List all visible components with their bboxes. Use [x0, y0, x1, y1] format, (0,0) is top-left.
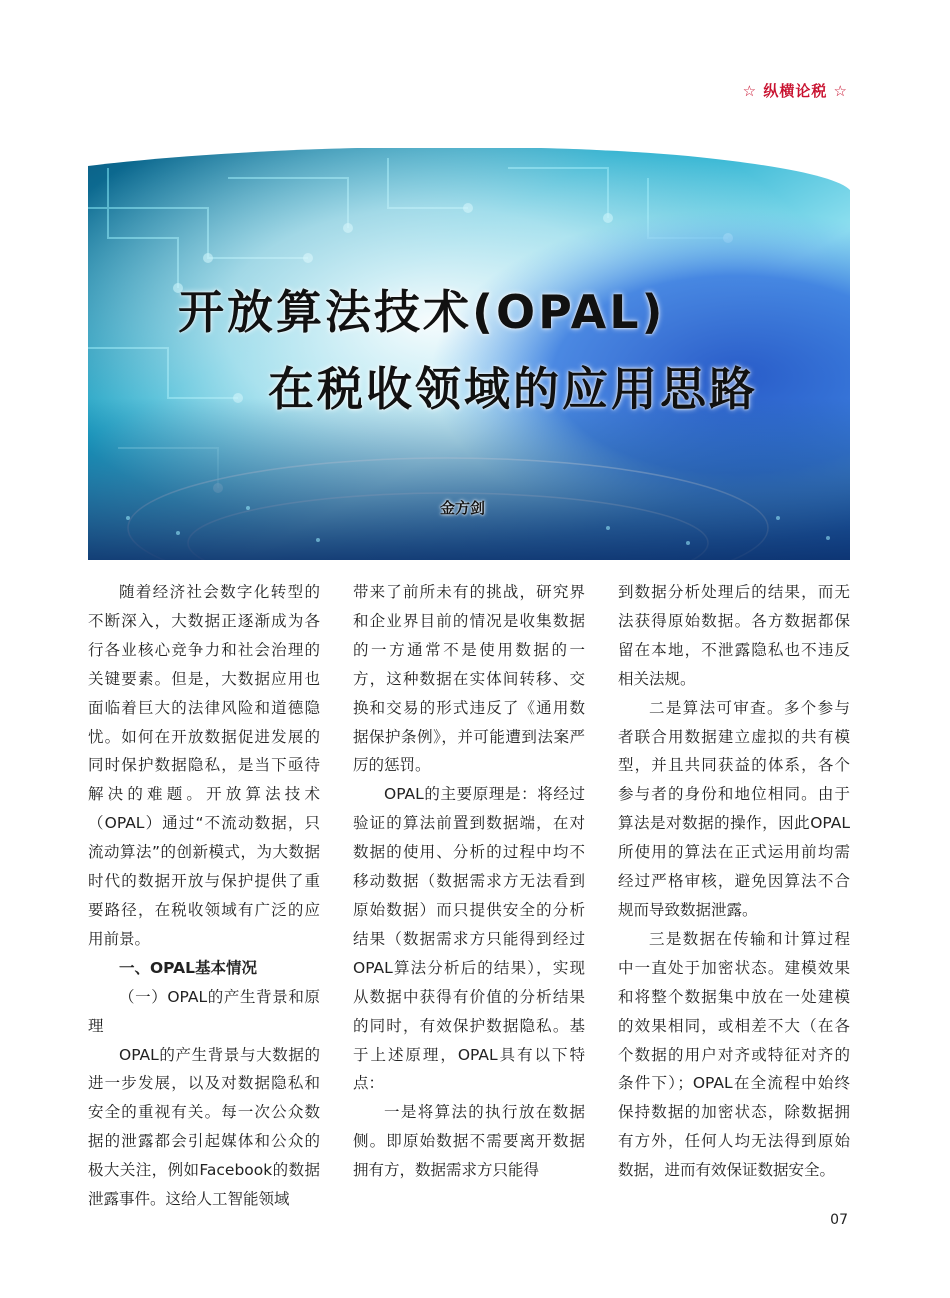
subsection-heading: （一）OPAL的产生背景和原理 — [88, 987, 320, 1035]
paragraph: 带来了前所未有的挑战，研究界和企业界目前的情况是收集数据的一方通常不是使用数据的一方，这种数据在实体间转移、交换和交易的形式违反了《通用数据保护条例》，并可能遭到法案严厉的惩罚。 — [353, 583, 585, 775]
text-column-2 — [353, 578, 585, 1185]
paragraph: OPAL的主要原理是：将经过验证的算法前置到数据端，在对数据的使用、分析的过程中均不移动数据（数据需求方无法看到原始数据）而只提供安全的分析结果（数据需求方只能得到经过OPAL算法分析后的结果），实现从数据中获得有价值的分析结果的同时，有效保护数据隐私。基于上述原理，OPAL具有以下特点： — [353, 785, 585, 1093]
title-banner — [88, 148, 850, 560]
author-name: 金方剑 — [440, 499, 486, 517]
article-title-line-2: 在税收领域的应用思路 — [268, 362, 758, 416]
paragraph: 到数据分析处理后的结果，而无法获得原始数据。各方数据都保留在本地，不泄露隐私也不违反相关法规。 — [618, 583, 850, 688]
paragraph: 一是将算法的执行放在数据侧。即原始数据不需要离开数据拥有方，数据需求方只能得 — [353, 1103, 585, 1180]
paragraph: 三是数据在传输和计算过程中一直处于加密状态。建模效果和将整个数据集中放在一处建模的效果相同，或相差不大（在各个数据的用户对齐或特征对齐的条件下）；OPAL在全流程中始终保持数据的加密状态，除数据拥有方外，任何人均无法得到原始数据，进而有效保证数据安全。 — [618, 929, 850, 1180]
section-label: ☆ 纵横论税 ☆ — [742, 82, 848, 100]
paragraph: 二是算法可审查。多个参与者联合用数据建立虚拟的共有模型，并且共同获益的体系，各个参与者的身份和地位相同。由于算法是对数据的操作，因此OPAL所使用的算法在正式运用前均需经过严格审核，避免因算法不合规而导致数据泄露。 — [618, 698, 850, 919]
text-column-3 — [618, 578, 850, 1185]
article-title-line-1: 开放算法技术(OPAL) — [178, 285, 666, 339]
paragraph: 随着经济社会数字化转型的不断深入，大数据正逐渐成为各行各业核心竞争力和社会治理的关键要素。但是，大数据应用也面临着巨大的法律风险和道德隐忧。如何在开放数据促进发展的同时保护数据隐私，是当下亟待解决的难题。开放算法技术（OPAL）通过“不流动数据，只流动算法”的创新模式，为大数据时代的数据开放与保护提供了重要路径，在税收领域有广泛的应用前景。 — [88, 583, 320, 948]
section-heading: 一、OPAL基本情况 — [119, 958, 257, 977]
paragraph: OPAL的产生背景与大数据的进一步发展，以及对数据隐私和安全的重视有关。每一次公众数据的泄露都会引起媒体和公众的极大关注，例如Facebook的数据泄露事件。这给人工智能领域 — [88, 1045, 320, 1209]
text-column-1 — [88, 578, 320, 1214]
page-number: 07 — [830, 1212, 848, 1228]
